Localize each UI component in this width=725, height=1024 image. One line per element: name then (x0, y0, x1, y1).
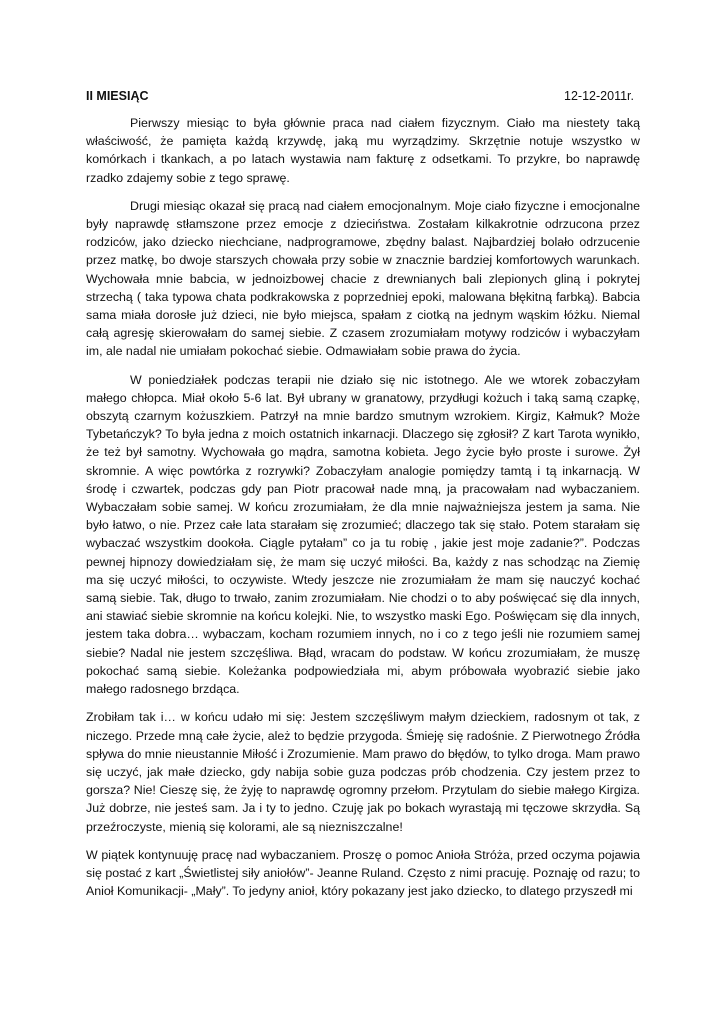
paragraph-1: Pierwszy miesiąc to była głównie praca nad ciałem fizycznym. Ciało ma niestety taką właściwość, że pamięta każdą krzywdę, jaką mu wyrządzimy. Skrzętnie notuje wszystko w komórkach i tkankach, a po latach wystawia nam fakturę z odsetkami. To przykre, bo naprawdę rzadko zdajemy sobie z tego sprawę. (86, 116, 640, 185)
document-body (86, 114, 640, 910)
document-date: 12-12-2011r. (564, 89, 634, 103)
document-title: II MIESIĄC (86, 89, 149, 103)
paragraph-3: W poniedziałek podczas terapii nie działo się nic istotnego. Ale we wtorek zobaczyłam małego chłopca. Miał około 5-6 lat. Był ubrany w granatowy, przydługi kożuch i taką samą czapkę, obszytą czarnym kożuszkiem. Patrzył na mnie bardzo smutnym wzrokiem. Kirgiz, Kałmuk? Może Tybetańczyk? To była jedna z moich ostatnich inkarnacji. Dlaczego się zgłosił? Z kart Tarota wynikło, że też był samotny. Wychowała go mądra, samotna kobieta. Jego życie było proste i surowe. Żył skromnie. A więc powtórka z rozrywki? Zobaczyłam analogie pomiędzy tamtą i tą inkarnacją. W środę i czwartek, podczas gdy pan Piotr pracował nade mną, ja pracowałam nad wybaczaniem. Wybaczałam sobie samej. W końcu zrozumiałam, że dla mnie najważniejsza jestem ja sama. Nie było łatwo, o nie. Przez całe lata starałam się zrozumieć; dlaczego tak się stało. Potem starałam się wybaczać wszystkim dookoła. Ciągle pytałam” co ja tu robię , jakie jest moje zadanie?”. Podczas pewnej hipnozy dowiedziałam się, że mam się uczyć miłości. Ba, każdy z nas schodząc na Ziemię ma się uczyć miłości, to oczywiste. Wtedy jeszcze nie zrozumiałam że mam się nauczyć kochać samą siebie. Tak, długo to trwało, zanim zrozumiałam. Nie chodzi o to aby poświęcać się dla innych, ani stawiać siebie skromnie na końcu kolejki. Nie, to wszystko maski Ego. Poświęcam się dla innych, jestem taka dobra… wybaczam, kocham rozumiem innych, no i co z tego jeśli nie rozumiem samej siebie? Nadal nie jestem szczęśliwa. Błąd, wracam do podstaw. W końcu zrozumiałam, że muszę pokochać samą siebie. Koleżanka podpowiedziała mi, abym próbowała wyobrazić siebie jako małego radosnego brzdąca. (86, 372, 640, 697)
document-header (86, 86, 646, 106)
paragraph-4: Zrobiłam tak i… w końcu udało mi się: Jestem szczęśliwym małym dzieckiem, radosnym ot tak, z niczego. Przede mną całe życie, ależ to będzie przygoda. Śmieję się radośnie. Z Pierwotnego Źródła spływa do mnie nieustannie Miłość i Zrozumienie. Mam prawo do błędów, to tylko droga. Mam prawo się uczyć, jak małe dziecko, gdy nabija sobie guza podczas prób chodzenia. Czy jestem przez to gorsza? Nie! Cieszę się, że żyję to naprawdę ogromny przełom. Przytulam do siebie małego Kirgiza. Już dobrze, nie jesteś sam. Ja i ty to jedno. Czuję jak po bokach wyrastają mi tęczowe skrzydła. Są przeźroczyste, mienią się kolorami, ale są niezniszczalne! (86, 710, 640, 834)
paragraph-5: W piątek kontynuuję pracę nad wybaczaniem. Proszę o pomoc Anioła Stróża, przed oczyma pojawia się postać z kart „Świetlistej siły aniołów”- Jeanne Ruland. Często z nimi pracuję. Poznaję od razu; to Anioł Komunikacji- „Mały”. To jedyny anioł, który pokazany jest jako dziecko, to dlatego przyszedł mi (86, 847, 640, 899)
paragraph-2: Drugi miesiąc okazał się pracą nad ciałem emocjonalnym. Moje ciało fizyczne i emocjonalne były naprawdę stłamszone przez emocje z dzieciństwa. Zostałam kilkakrotnie odrzucona przez rodziców, jako dziecko niechciane, nadprogramowe, zbędny balast. Najbardziej bolało odrzucenie przez matkę, bo dwoje starszych chowała przy sobie w znacznie bardziej komfortowych warunkach. Wychowała mnie babcia, w jednoizbowej chacie z drewnianych bali zlepionych gliną i pokrytej strzechą ( taka typowa chata podkrakowska z poprzedniej epoki, malowana błękitną farbką). Babcia sama miała dorosłe już dzieci, nie było miejsca, spałam z ciotką na jednym wąskim łóżku. Niemal całą agresję skierowałam do samej siebie. Z czasem zrozumiałam motywy rodziców i wybaczyłam im, ale nadal nie umiałam pokochać siebie. Odmawiałam sobie prawa do życia. (86, 198, 640, 359)
